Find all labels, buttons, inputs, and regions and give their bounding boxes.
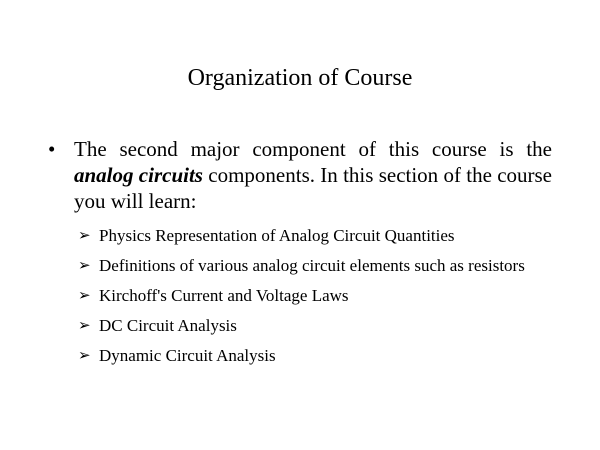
slide-title: Organization of Course (187, 65, 413, 91)
main-text-after: components. In this section of the course you will learn: (74, 163, 552, 213)
arrow-bullet-icon: ➢ (78, 226, 91, 244)
list-item-text: Dynamic Circuit Analysis (99, 346, 276, 365)
arrow-bullet-icon: ➢ (78, 346, 91, 364)
list-item (78, 285, 552, 306)
list-item (78, 345, 552, 366)
list-item-text: DC Circuit Analysis (99, 316, 237, 335)
list-item (78, 315, 552, 336)
main-bullet-text (74, 136, 552, 214)
arrow-bullet-icon: ➢ (78, 286, 91, 304)
sub-bullet-list (78, 225, 552, 375)
list-item-text: Kirchoff's Current and Voltage Laws (99, 286, 349, 305)
list-item-text: Physics Representation of Analog Circuit Quantities (99, 226, 455, 245)
list-item-text: Definitions of various analog circuit elements such as resistors (99, 256, 525, 275)
list-item (78, 255, 552, 276)
arrow-bullet-icon: ➢ (78, 316, 91, 334)
bullet-icon: • (48, 137, 56, 161)
main-text-before: The second major component of this course is the (74, 137, 552, 161)
list-item (78, 225, 552, 246)
arrow-bullet-icon: ➢ (78, 256, 91, 274)
main-text-emphasis: analog circuits (74, 163, 203, 187)
